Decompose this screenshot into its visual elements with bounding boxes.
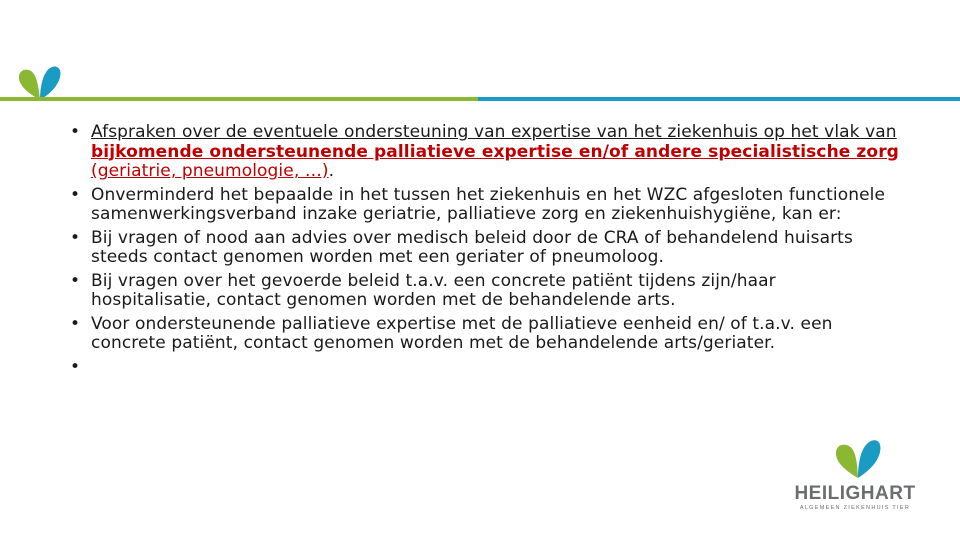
- bullet-item: [70, 315, 900, 354]
- bullet-item: [70, 272, 900, 311]
- highlighted-text: bijkomende ondersteunende palliatieve expertise en/of andere specialistische zorg: [91, 141, 899, 162]
- bullet-symbol: •: [70, 184, 81, 205]
- brand-name: HEILIGHART: [794, 483, 916, 504]
- bullet-symbol: •: [70, 227, 81, 248]
- brand-subtitle: ALGEMEEN ZIEKENHUIS TIER: [799, 505, 911, 511]
- bullet-symbol: •: [70, 122, 81, 142]
- bullet-text: Bij vragen over het gevoerde beleid t.a.v. een concrete patiënt tijdens zijn/haar hospitalisatie, contact genomen worden met de behandelende arts.: [91, 270, 776, 310]
- bullet-symbol: •: [70, 270, 81, 291]
- bullet-item-empty: [70, 358, 900, 378]
- bullet-text-examples: (geriatrie, pneumologie, …): [91, 161, 329, 181]
- bullet-item: [70, 229, 900, 268]
- bullet-text: Afspraken over de eventuele ondersteuning van expertise van het ziekenhuis op het vlak van: [91, 122, 897, 142]
- bullet-item: [70, 123, 900, 182]
- header-divider: [0, 97, 960, 101]
- heart-leaf-logo-icon: [832, 436, 882, 480]
- bullet-text: Bij vragen of nood aan advies over medisch beleid door de CRA of behandelend huisarts steeds contact genomen worden met een geriater of pneumoloog.: [91, 227, 853, 267]
- bullet-text-end: .: [328, 161, 335, 181]
- bullet-list: [70, 123, 900, 381]
- bullet-symbol: •: [70, 313, 81, 334]
- bullet-symbol: •: [70, 356, 81, 377]
- brand-logo: [784, 436, 934, 516]
- heart-leaf-logo-icon: [16, 62, 62, 102]
- bullet-text: Onverminderd het bepaalde in het tussen het ziekenhuis en het WZC afgesloten functionele samenwerkingsverband inzake geriatrie, palliatieve zorg en ziekenhuishygiëne, kan er:: [91, 184, 886, 224]
- bullet-text: Voor ondersteunende palliatieve expertise met de palliatieve eenheid en/ of t.a.v. een concrete patiënt, contact genomen worden met de behandelende arts/geriater.: [91, 313, 833, 353]
- bullet-item: [70, 186, 900, 225]
